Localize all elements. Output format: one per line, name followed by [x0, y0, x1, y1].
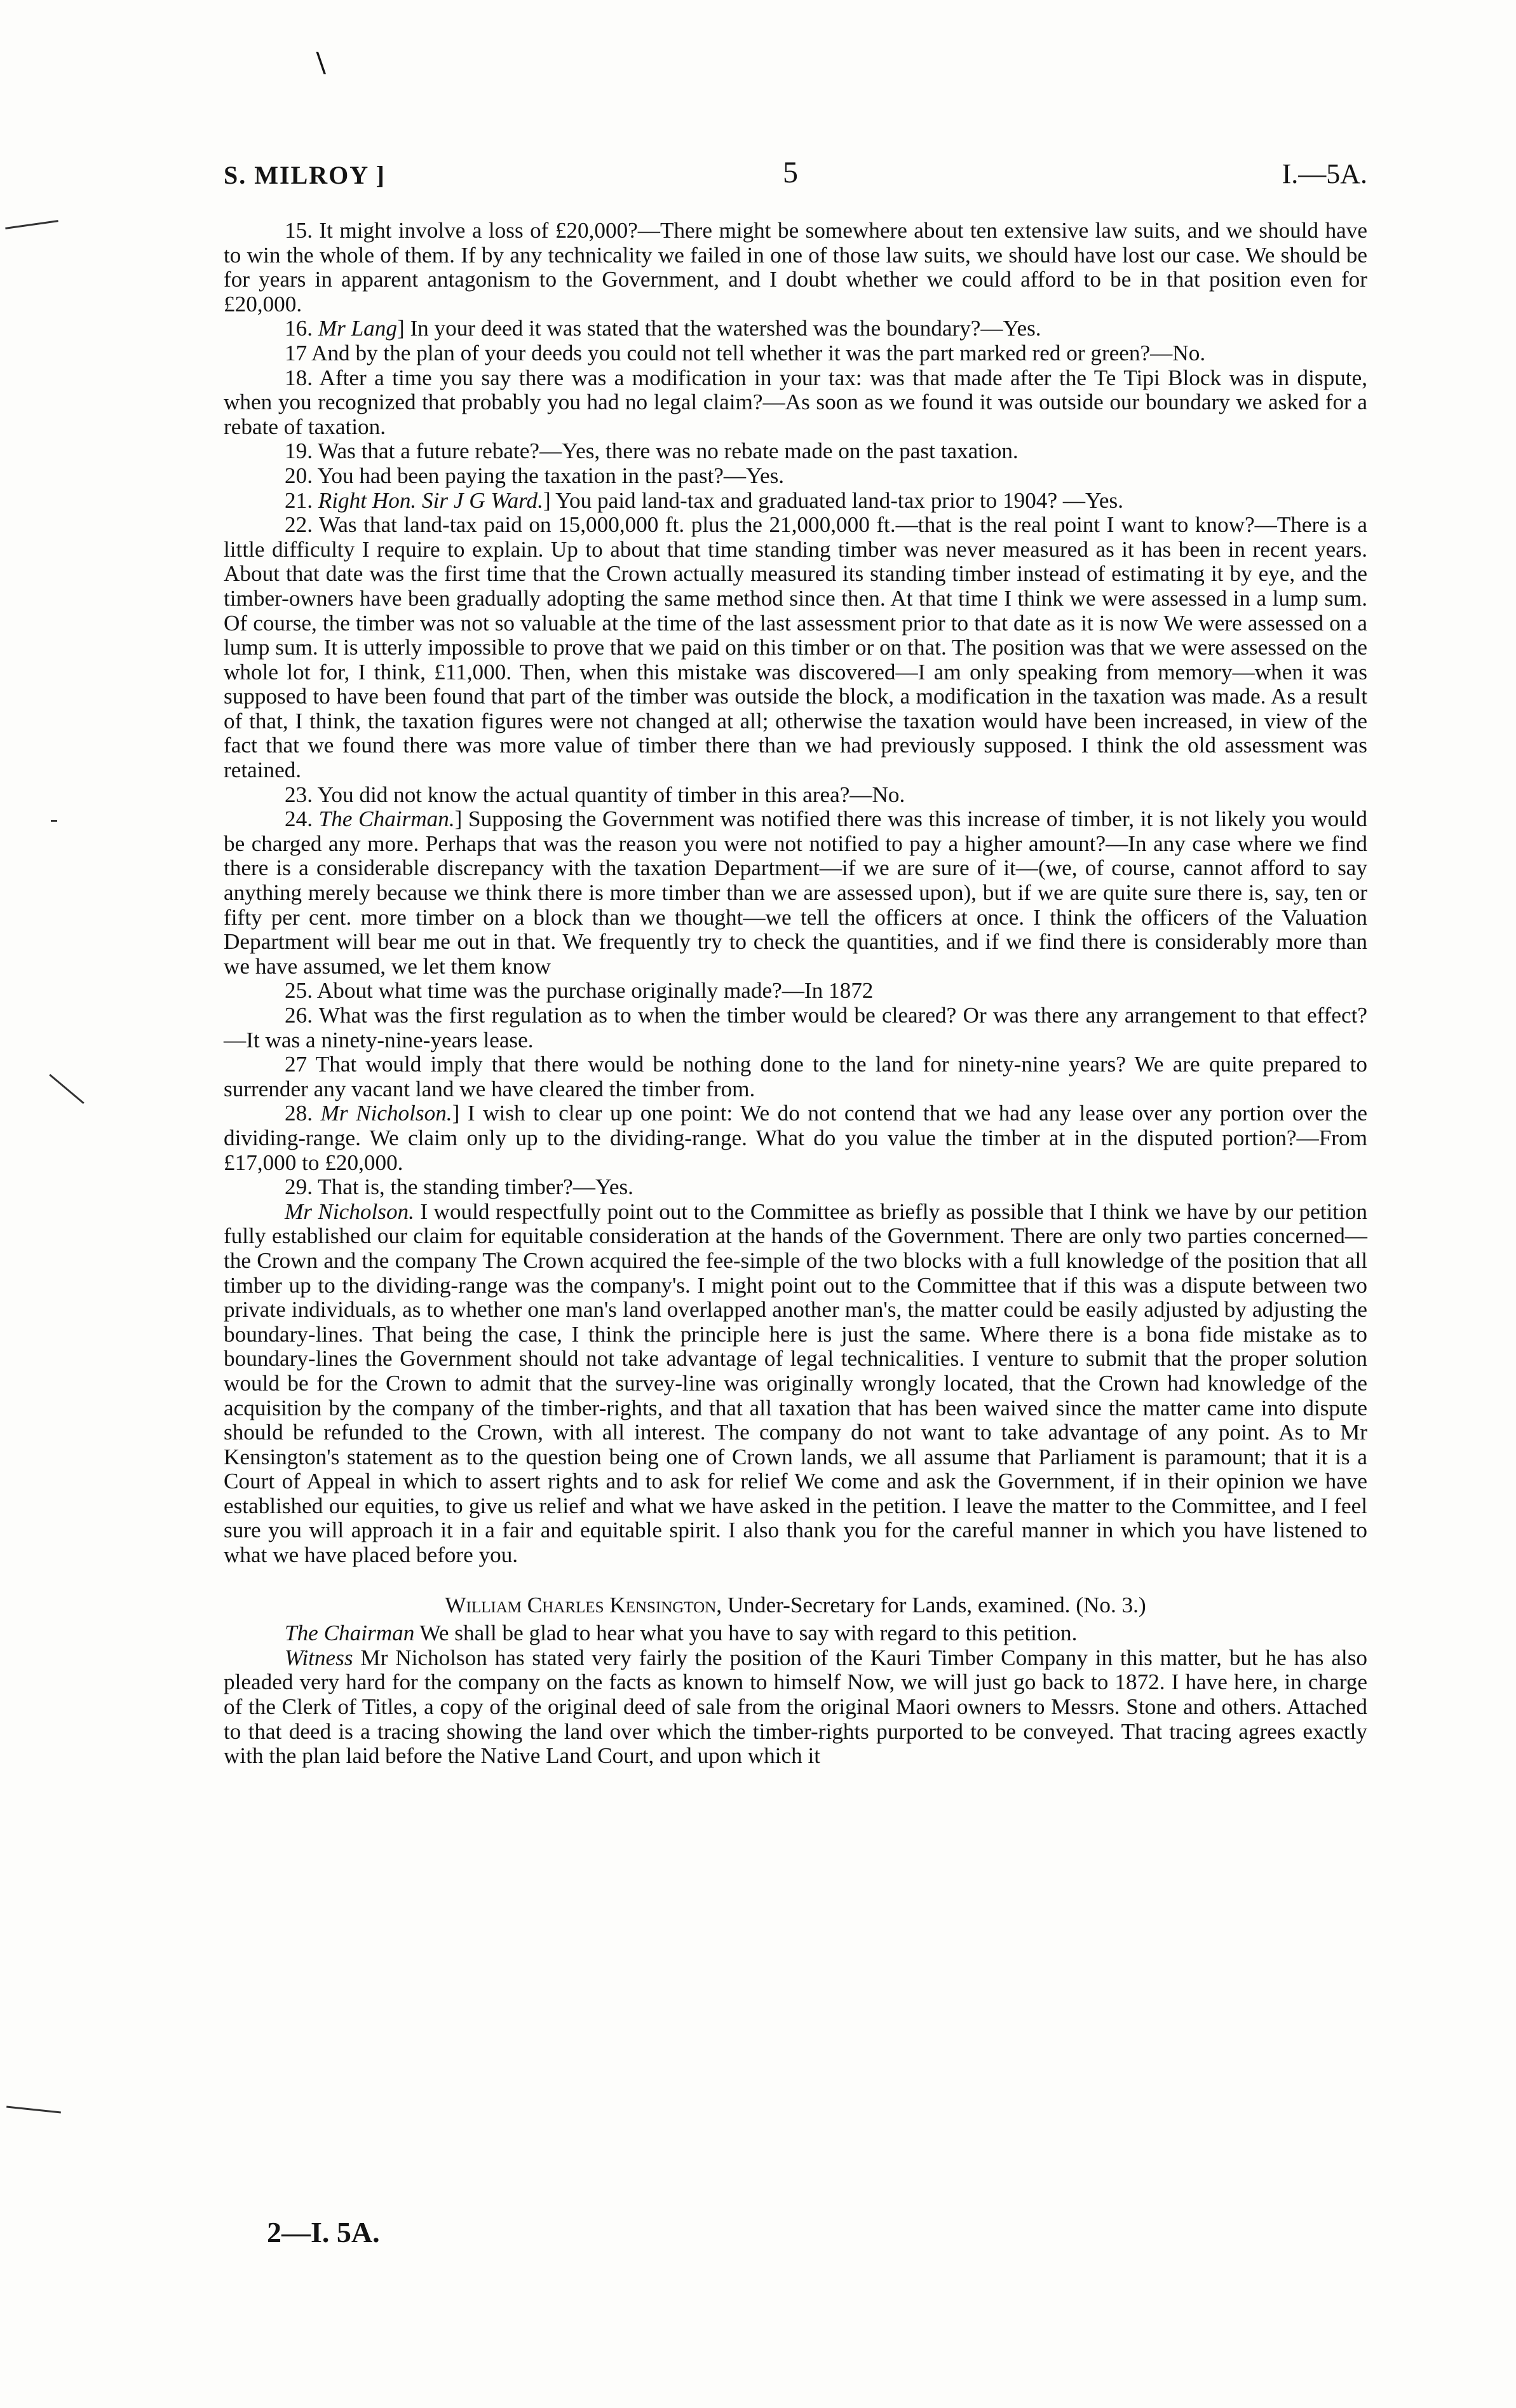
witness-name: William Charles Kensington,: [445, 1592, 722, 1617]
speaker-name: The Chairman.: [318, 806, 455, 832]
paragraph: [224, 341, 1367, 366]
speaker-name: Mr Nicholson.: [320, 1101, 452, 1126]
paragraph: [224, 1101, 1367, 1175]
question-number: 24.: [285, 806, 319, 832]
paragraph: [224, 1621, 1367, 1646]
speaker-name: Witness: [285, 1645, 353, 1670]
paragraph-text: ] Supposing the Government was notified there was this increase of timber, it is not likely you would be charged any more. Perhaps that was the reason you were not notified to pay a higher amount?—In any case where we find there is a considerable discrepancy with the taxation Department—if we are sure of it—(we, of course, cannot afford to say anything merely because we think there is more timber than we are assessed upon), but if we are quite sure there is, say, ten or fifty per cent. more timber on a block than we thought—we tell the officers at once. I think the officers of the Valuation Department will bear me out in that. We frequently try to check the quantities, and if we find there is considerably more than we have assumed, we let them know: [224, 806, 1368, 979]
speaker-name: Mr Nicholson.: [285, 1199, 414, 1224]
question-number: 16.: [285, 316, 318, 341]
paragraph-text: 22. Was that land-tax paid on 15,000,000 ft. plus the 21,000,000 ft.—that is the real point I want to know?—There is a little difficulty I require to explain. Up to about that time standing timber was never measured as it has been in recent years. About that date was the first time that the Crown actually measured its standing timber instead of estimating it by eye, and the timber-owners have been gradually adopting the same method since then. At that time I think we were assessed in a lump sum. Of course, the timber was not so valuable at the time of the last assessment prior to that date as it is now We were assessed on a lump sum. It is utterly impossible to prove that we paid on this timber or on that. The position was that we were assessed on the whole lot for, I think, £11,000. Then, when this mistake was discovered—I am only speaking from memory—when it was supposed to have been found that part of the timber was outside the block, a modification in the taxation was made. As a result of that, I think, the taxation figures were not changed at all; otherwise the taxation would have been increased, in view of the fact that we found there was more value of timber there than we had previously supposed. I think the old assessment was retained.: [224, 512, 1367, 783]
paragraph-text: ] In your deed it was stated that the watershed was the boundary?—Yes.: [396, 316, 1041, 341]
paragraph: [224, 489, 1367, 514]
paragraph: [224, 316, 1367, 341]
header-right: I.—5A.: [1282, 158, 1367, 189]
page-body: [224, 219, 1367, 1769]
page-number: 5: [783, 156, 798, 189]
paragraph-text: 29. That is, the standing timber?—Yes.: [285, 1174, 633, 1200]
signature-mark: 2—I. 5A.: [267, 2216, 380, 2248]
paragraph-text: 18. After a time you say there was a modification in your tax: was that made after the Te Tipi Block was in dispute, when you recognized that probably you had no legal claim?—As soon as we found it was outside our boundary we asked for a rebate of taxation.: [224, 365, 1367, 439]
paragraph-text: ] I wish to clear up one point: We do not contend that we had any lease over any portion over the dividing-range. We claim only up to the dividing-range. What do you value the timber at in the disputed portion?—From £17,000 to £20,000.: [224, 1101, 1368, 1175]
paragraph-text: 15. It might involve a loss of £20,000?—There might be somewhere about ten extensive law suits, and we should have to win the whole of them. If by any technicality we failed in one of those law suits, we should have lost our case. We should be for years in apparent antagonism to the Government, and I doubt whether we could afford to be in that position even for £20,000.: [224, 218, 1367, 316]
paragraph-text: We shall be glad to hear what you have to say with regard to this petition.: [414, 1621, 1078, 1646]
paragraph: [224, 464, 1367, 489]
speaker-name: Right Hon. Sir J G Ward.: [318, 487, 543, 513]
paragraph-text: 20. You had been paying the taxation in the past?—Yes.: [285, 463, 785, 488]
paragraph: [224, 979, 1367, 1003]
paragraph-text: 23. You did not know the actual quantity of timber in this area?—No.: [285, 782, 905, 807]
paragraph-text: I would respectfully point out to the Committee as briefly as possible that I think we have by our petition fully established our claim for equitable consideration at the hands of the Government. There are only two parties concerned—the Crown and the company The Crown acquired the fee-simple of the two blocks with a full knowledge of the position that all timber up to the dividing-range was the company's. I might point out to the Committee that if this was a dispute between two private individuals, as to whether one man's land overlapped another man's, the matter could be easily adjusted by adjusting the boundary-lines. That being the case, I think the principle here is just the same. Where there is a bona fide mistake as to boundary-lines the Government should not take advantage of legal technicalities. I venture to submit that the proper solution would be for the Crown to admit that the survey-line was originally wrongly located, that the Crown had knowledge of the acquisition by the company of the timber-rights, and that all taxation that has been waived since the matter came into dispute should be refunded to the Crown, with all interest. The company do not want to take advantage of any point. As to Mr Kensington's statement as to the question being one of Crown lands, we all assume that Parliament is paramount; that it is a Court of Appeal in which to assert rights and to ask for relief We come and ask the Government, if in their opinion we have established our equities, to give us relief and what we have asked in the petition. I leave the matter to the Committee, and I feel sure you will approach it in a fair and equitable spirit. I also thank you for the careful manner in which you have listened to what we have placed before you.: [224, 1199, 1368, 1568]
paragraph-text: Mr Nicholson has stated very fairly the position of the Kauri Timber Company in this matter, but he has also pleaded very hard for the company on the facts as known to himself Now, we will just go back to 1872. I have here, in charge of the Clerk of Titles, a copy of the original deed of sale from the original Maori owners to Messrs. Stone and others. Attached to that deed is a tracing showing the land over which the timber-rights purported to be conveyed. That tracing agrees exactly with the plan laid before the Native Land Court, and upon which it: [224, 1645, 1367, 1769]
paragraph-text: 27 That would imply that there would be nothing done to the land for ninety-nine years? We are quite prepared to surrender any vacant land we have cleared the timber from.: [224, 1052, 1367, 1101]
paragraph: [224, 783, 1367, 808]
paragraph: [224, 1646, 1367, 1769]
paragraph: [224, 1200, 1367, 1568]
stray-mark: \: [316, 45, 326, 81]
minutes-paragraphs: [224, 219, 1367, 1568]
paragraph-text: 19. Was that a future rebate?—Yes, there was no rebate made on the past taxation.: [285, 439, 1019, 464]
paragraph: [224, 219, 1367, 316]
margin-tick: [49, 1074, 85, 1104]
margin-tick: [51, 820, 57, 822]
question-number: 28.: [285, 1101, 321, 1126]
witness-heading: [224, 1593, 1367, 1618]
paragraph: [224, 439, 1367, 464]
paragraph-text: 17 And by the plan of your deeds you could not tell whether it was the part marked red or green?—No.: [285, 340, 1206, 365]
margin-tick: [6, 2106, 61, 2114]
paragraph: [224, 513, 1367, 783]
speaker-name: The Chairman: [285, 1621, 415, 1646]
paragraph-text: 25. About what time was the purchase originally made?—In 1872: [285, 978, 874, 1003]
paragraph: [224, 807, 1367, 979]
paragraph-text: 26. What was the first regulation as to when the timber would be cleared? Or was there any arrangement to that effect?—It was a ninety-nine-years lease.: [224, 1003, 1367, 1052]
paragraph: [224, 366, 1367, 440]
witness-paragraphs: [224, 1621, 1367, 1769]
witness-heading-rest: Under-Secretary for Lands, examined. (No. 3.): [727, 1592, 1146, 1617]
margin-tick: [5, 220, 58, 229]
paragraph: [224, 1003, 1367, 1052]
paragraph: [224, 1052, 1367, 1101]
page-header: [224, 155, 1367, 193]
speaker-name: Mr Lang: [318, 316, 397, 341]
paragraph: [224, 1175, 1367, 1200]
question-number: 21.: [285, 487, 318, 513]
paragraph-text: ] You paid land-tax and graduated land-tax prior to 1904? —Yes.: [543, 487, 1124, 513]
header-left: S. MILROY ]: [224, 161, 386, 189]
